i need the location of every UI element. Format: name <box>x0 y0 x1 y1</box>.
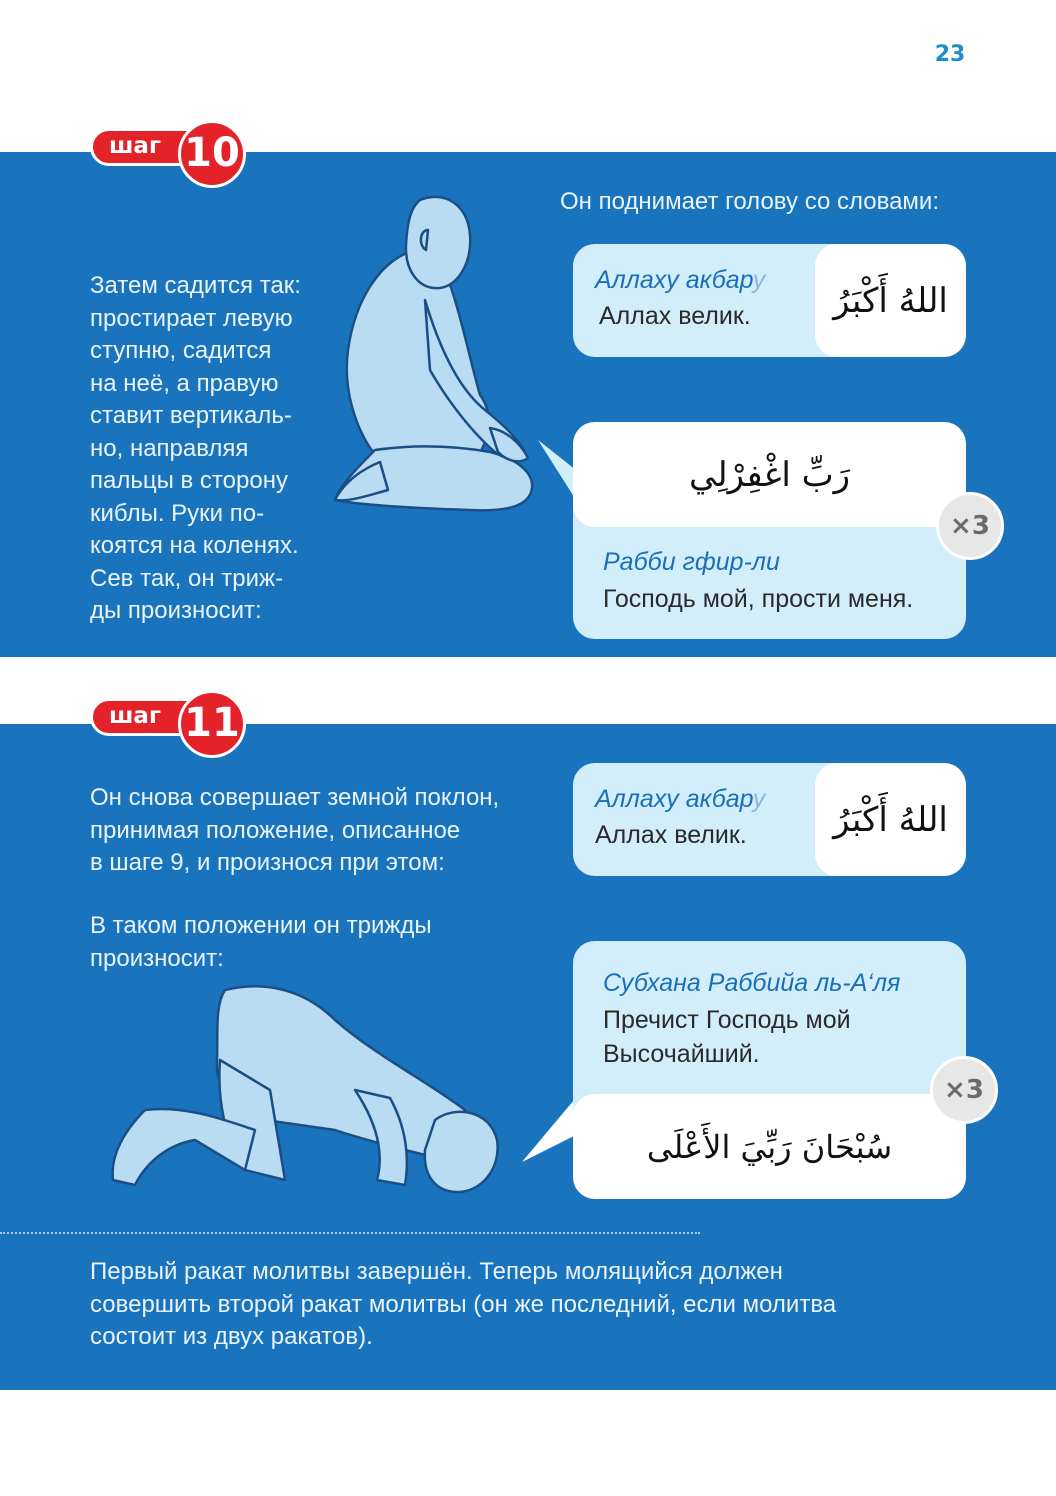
step10-phrase1-translit: Аллаху акбару <box>595 266 766 294</box>
times-three-badge: ×3 <box>930 1056 998 1124</box>
step11-description <box>90 782 530 880</box>
step11-desc2-line: В таком положении он трижды <box>90 912 432 939</box>
step10-desc-line: простирает левую <box>90 304 293 332</box>
sitting-figure-illustration <box>320 190 560 530</box>
step10-desc-line: ступню, садится <box>90 337 272 364</box>
footer-note <box>90 1256 990 1354</box>
step10-desc-line: Сев так, он триж- <box>90 564 284 592</box>
footer-line: Первый ракат молитвы завершён. Теперь молящийся должен <box>90 1258 783 1285</box>
step11-phrase1-translation: Аллах велик. <box>595 821 747 849</box>
step11-desc2-line: произносит: <box>90 944 224 972</box>
step10-badge-number: 10 <box>178 120 246 188</box>
step10-phrase1-translation: Аллах велик. <box>599 302 751 330</box>
step10-phrase2-bubble <box>573 422 966 639</box>
times-three-badge: ×3 <box>936 492 1004 560</box>
step11-description2 <box>90 910 530 975</box>
step10-desc-line: коятся на коленях. <box>90 532 299 559</box>
step11-badge-word: шаг <box>109 703 161 729</box>
step10-phrase2-translation: Господь мой, прости меня. <box>603 585 914 613</box>
dotted-divider <box>0 1232 700 1234</box>
step10-phrase2-translit: Рабби гфир-ли <box>603 548 780 576</box>
footer-line: совершить второй ракат молитвы (он же последний, если молитва <box>90 1290 837 1318</box>
step11-phrase2-translit: Субхана Раббийа ль-А‘ля <box>603 969 901 997</box>
step11-badge-number: 11 <box>178 690 246 758</box>
step11-desc-line: в шаге 9, и произнося при этом: <box>90 849 445 876</box>
step10-desc-line: ды произносит: <box>90 597 262 624</box>
prostration-figure-illustration <box>105 980 505 1200</box>
step11-phrase2-translation-line: Пречист Господь мой <box>603 1006 851 1034</box>
step11-phrase1-bubble <box>573 763 966 876</box>
step10-phrase2-arabic: رَبِّ اغْفِرْلِي <box>573 422 966 527</box>
speech-pointer <box>522 1100 578 1170</box>
step10-phrase1-bubble <box>573 244 966 357</box>
step11-phrase1-arabic: اللهُ أَكْبَرُ <box>815 763 966 876</box>
step11-phrase2-arabic: سُبْحَانَ رَبِّيَ الأَعْلَى <box>573 1094 966 1199</box>
page-number: 23 <box>934 42 966 67</box>
step10-desc-line: пальцы в сторону <box>90 467 288 494</box>
step10-phrase1-arabic: اللهُ أَكْبَرُ <box>815 244 966 357</box>
step10-description <box>90 270 330 628</box>
speech-pointer <box>538 440 578 520</box>
step11-phrase2-bubble <box>573 941 966 1199</box>
step10-intro: Он поднимает голову со словами: <box>560 188 939 215</box>
step10-desc-line: на неё, а правую <box>90 369 279 397</box>
step10-desc-line: но, направляя <box>90 434 249 462</box>
step10-desc-line: ставит вертикаль- <box>90 402 292 429</box>
step11-desc-line: Он снова совершает земной поклон, <box>90 784 500 811</box>
step11-phrase2-translation <box>603 1003 851 1071</box>
step11-phrase1-translit: Аллаху акбару <box>595 785 766 813</box>
footer-line: состоит из двух ракатов). <box>90 1323 373 1350</box>
step10-badge-word: шаг <box>109 133 161 159</box>
step10-desc-line: киблы. Руки по- <box>90 499 265 527</box>
step11-desc-line: принимая положение, описанное <box>90 816 461 844</box>
step11-phrase2-translation-line: Высочайший. <box>603 1040 760 1068</box>
step10-desc-line: Затем садится так: <box>90 272 301 299</box>
